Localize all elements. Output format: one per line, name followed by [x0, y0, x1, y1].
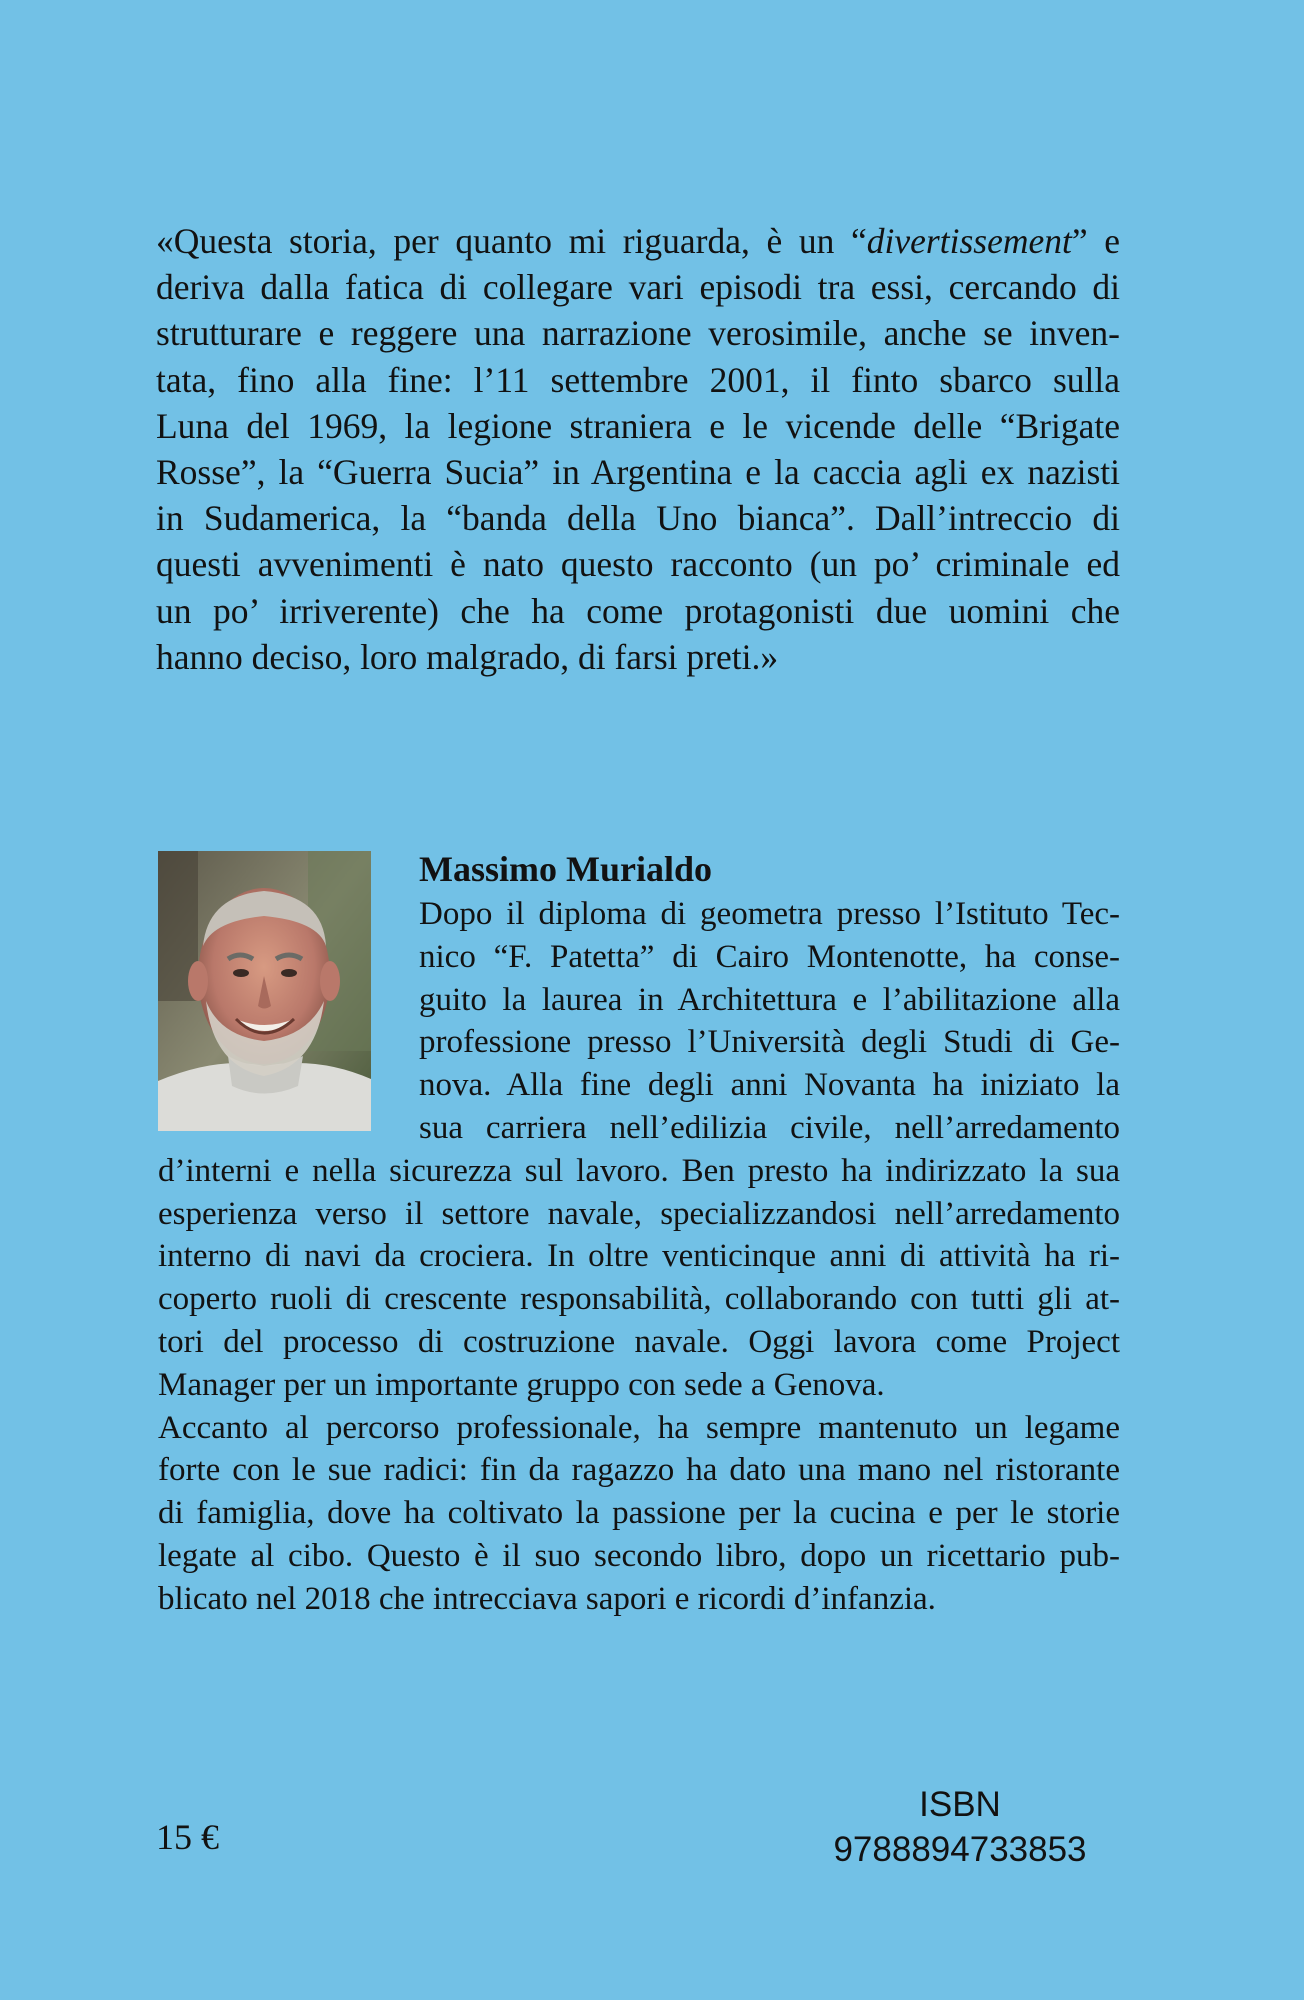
quote-line: un po’ irriverente) che ha come protagonisti due uomini che — [156, 590, 1120, 631]
bio-line: di famiglia, dove ha coltivato la passione per la cucina e per le storie — [158, 1495, 1120, 1532]
quote-line: in Sudamerica, la “banda della Uno bianca”. Dall’intreccio di — [156, 498, 1120, 539]
back-cover-quote — [156, 218, 1120, 680]
isbn-number: 9788894733853 — [833, 1830, 1087, 1869]
quote-line: hanno deciso, loro malgrado, di farsi preti.» — [156, 636, 779, 677]
quote-line: tata, fino alla fine: l’11 settembre 2001, il finto sbarco sulla — [156, 359, 1120, 400]
quote-emphasis: divertissement — [866, 221, 1072, 261]
isbn-block — [810, 1782, 1110, 1872]
bio-line: guito la laurea in Architettura e l’abilitazione alla — [419, 981, 1120, 1018]
price: 15 € — [156, 1817, 219, 1857]
quote-line: Luna del 1969, la legione straniera e le vicende delle “Brigate — [156, 405, 1120, 446]
bio-line: Accanto al percorso professionale, ha sempre mantenuto un legame — [158, 1409, 1120, 1446]
bio-line: legate al cibo. Questo è il suo secondo libro, dopo un ricettario pub- — [158, 1537, 1120, 1574]
bio-line: nova. Alla fine degli anni Novanta ha iniziato la — [419, 1067, 1120, 1104]
bio-line: coperto ruoli di crescente responsabilità, collaborando con tutti gli at- — [158, 1281, 1120, 1318]
author-name: Massimo Murialdo — [419, 849, 712, 889]
bio-line: sua carriera nell’edilizia civile, nell’arredamento — [419, 1109, 1120, 1146]
bio-line: Dopo il diploma di geometra presso l’Istituto Tec- — [419, 896, 1120, 932]
bio-line: Manager per un importante gruppo con sede a Genova. — [158, 1366, 885, 1403]
author-section — [158, 847, 1120, 1621]
bio-line: nico “F. Patetta” di Cairo Montenotte, ha conse- — [419, 938, 1120, 975]
bio-line: d’interni e nella sicurezza sul lavoro. Ben presto ha indirizzato la sua — [158, 1152, 1120, 1189]
bio-line: interno di navi da crociera. In oltre venticinque anni di attività ha ri- — [158, 1238, 1120, 1275]
bio-line: forte con le sue radici: fin da ragazzo ha dato una mano nel ristorante — [158, 1452, 1120, 1489]
bio-line: esperienza verso il settore navale, specializzandosi nell’arredamento — [158, 1195, 1120, 1232]
author-photo — [158, 851, 371, 1131]
bio-line: blicato nel 2018 che intrecciava sapori e ricordi d’infanzia. — [158, 1580, 936, 1617]
bio-line: tori del processo di costruzione navale. Oggi lavora come Project — [158, 1323, 1120, 1360]
quote-line: strutturare e reggere una narrazione verosimile, anche se inven- — [156, 313, 1120, 354]
quote-line: questi avvenimenti è nato questo racconto (un po’ criminale ed — [156, 544, 1120, 585]
bio-line: professione presso l’Università degli Studi di Ge- — [419, 1024, 1120, 1061]
isbn-label: ISBN — [919, 1785, 1001, 1824]
quote-line: «Questa storia, per quanto mi riguarda, è un “divertissement” e — [156, 221, 1120, 261]
quote-line: deriva dalla fatica di collegare vari episodi tra essi, cercando di — [156, 267, 1120, 308]
quote-line: Rosse”, la “Guerra Sucia” in Argentina e la caccia agli ex nazisti — [156, 452, 1120, 493]
